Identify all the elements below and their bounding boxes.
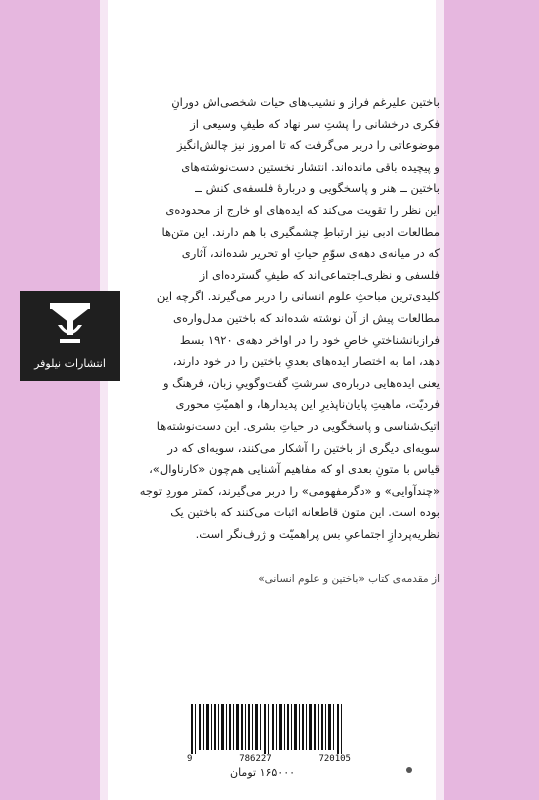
text-line: باختین ــ هنر و پاسخگویی و دربارهٔ فلسفه‌ی کنش ــ <box>195 181 440 196</box>
barcode-digits-right: 720105 <box>318 754 351 764</box>
text-line: نظریه‌پردازِ اجتماعیِ بس پراهمیّت و ژرف‌نگر است. <box>195 526 440 541</box>
left-spine-band <box>0 0 101 800</box>
lotus-logo-icon <box>48 299 92 351</box>
text-line: فکری درخشانی را پشتِ سر نهاد که طیفِ وسیعی از <box>190 116 440 131</box>
isbn-barcode <box>181 700 357 763</box>
barcode-bars <box>191 704 347 754</box>
text-line: «چندآوایی» و «دگرمفهومی» را دربر می‌گیرند، کمتر موردِ توجه <box>139 483 440 498</box>
ink-dot-mark <box>405 766 413 774</box>
barcode-digits <box>181 754 357 764</box>
text-line: باختین علیرغم فراز و نشیب‌های حیات شخصی‌اش دورانِ <box>171 95 440 109</box>
publisher-name: انتشارات نیلوفر <box>34 357 106 370</box>
text-line: مطالعات ادبی نیز ارتباطِ چشمگیری با هم دارند. این متن‌ها <box>161 224 440 239</box>
text-line: موضوعاتی را دربر می‌گرفت که تا امروز نیز چالش‌انگیز <box>176 138 440 153</box>
back-cover-text <box>139 92 440 545</box>
text-line: که در میانه‌ی دهه‌ی سوّمِ حیاتِ او تحریر شده‌اند، آثاری <box>181 246 440 261</box>
text-line: فردیّت، ماهیتِ پایان‌ناپذیرِ این پدیدارها، و اهمیّتِ محوری <box>175 397 440 412</box>
text-line: دهد، اما به اختصار ایده‌های بعدیِ باختین را در خود دارند، <box>172 354 440 369</box>
publisher-badge <box>20 291 120 381</box>
text-line: یعنی ایده‌هایی درباره‌ی سرشتِ گفت‌وگوییِ زبان، فرهنگ و <box>162 375 440 390</box>
text-line: سویه‌ای دیگری از باختین را آشکار می‌کنند، سویه‌ای که در <box>167 440 440 455</box>
text-line: فرازبانشناختیِ خاصِ خود را در اواخر دهه‌ی ۱۹۲۰ بسط <box>179 332 440 347</box>
text-line: بوده است. این متون قاطعانه اثبات می‌کنند که باختین یک <box>170 505 440 520</box>
barcode-digit-prefix: 9 <box>187 754 193 764</box>
text-line: این نظر را تقویت می‌کند که ایده‌های او خارج از محدوده‌ی <box>165 202 440 217</box>
text-line: قیاس با متونِ بعدی او که مفاهیم آشنایی هم‌چون «کارناوال»، <box>149 462 440 477</box>
text-line: مطالعات پیش از آن نوشته شده‌اند که باختین مدل‌واره‌ی <box>172 310 440 325</box>
text-line: اتیک‌شناسی و پاسخگویی در حیاتِ بشری. این دست‌نوشته‌ها <box>156 418 440 433</box>
left-border-strip <box>100 0 108 800</box>
barcode-digits-left: 786227 <box>239 754 272 764</box>
price-label: ۱۶۵۰۰۰ تومان <box>230 766 296 779</box>
source-credit: از مقدمه‌ی کتاب «باختین و علوم انسانی» <box>258 573 440 585</box>
right-spine-band <box>443 0 539 800</box>
text-line: کلیدی‌ترین مباحثِ علوم انسانی را دربر می‌گیرند. اگرچه این <box>156 289 440 304</box>
text-line: و پیچیده باقی مانده‌اند. انتشار نخستین دست‌نوشته‌های <box>181 159 440 174</box>
text-line: فلسفی و نظری‌ـ‌اجتماعی‌اند که طیفِ گسترده‌ای از <box>199 267 440 282</box>
